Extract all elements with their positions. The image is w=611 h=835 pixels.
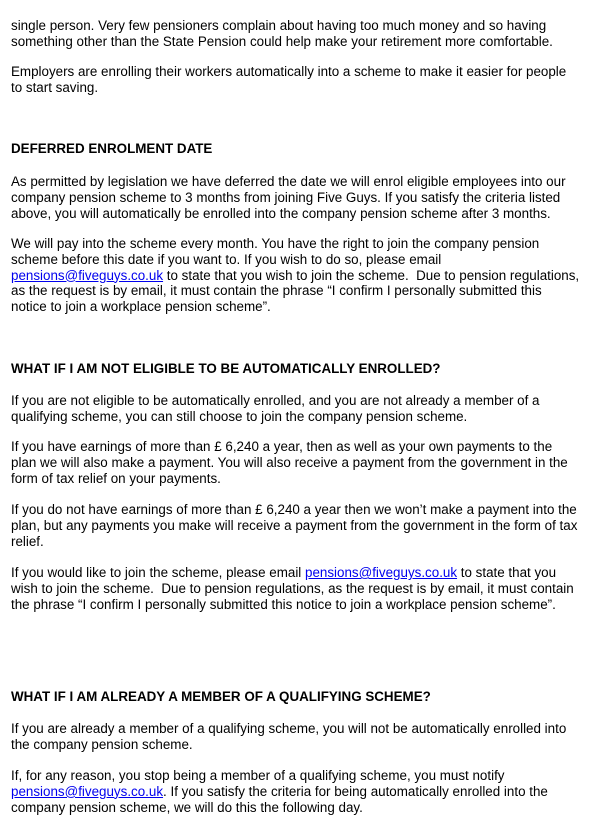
text-line	[11, 393, 605, 409]
text-segment: Employers are enrolling their workers automatically into a scheme to make it easier for people	[11, 64, 567, 79]
text-segment: If you have earnings of more than £ 6,240 a year, then as well as your own payments to the	[11, 439, 553, 454]
text-line	[11, 455, 605, 471]
text-line	[11, 174, 605, 190]
text-line	[11, 721, 605, 737]
text-segment: WHAT IF I AM NOT ELIGIBLE TO BE AUTOMATICALLY ENROLLED?	[11, 361, 441, 376]
text-segment: If you are already a member of a qualifying scheme, you will not be automatically enrolled into	[11, 721, 567, 736]
text-segment: scheme before this date if you want to. If you wish to do so, please email	[11, 251, 442, 267]
text-segment: plan we will also make a payment. You will also receive a payment from the government in the	[11, 454, 568, 470]
email-link[interactable]: pensions@fiveguys.co.uk	[11, 267, 164, 283]
text-segment: company pension scheme, we will do this the following day.	[11, 799, 363, 815]
email-link[interactable]: pensions@fiveguys.co.uk	[305, 565, 458, 580]
text-segment: the phrase “I confirm I personally submitted this notice to join a workplace pension scheme”.	[11, 596, 556, 612]
text-segment: If, for any reason, you stop being a member of a qualifying scheme, you must notify	[11, 768, 505, 783]
text-segment: WHAT IF I AM ALREADY A MEMBER OF A QUALIFYING SCHEME?	[11, 689, 431, 704]
paragraph	[11, 393, 605, 425]
text-line	[11, 689, 605, 705]
text-segment: form of tax relief on your payments.	[11, 470, 221, 486]
text-segment: notice to join a workplace pension scheme”.	[11, 299, 271, 315]
text-line	[11, 534, 605, 550]
text-line	[11, 597, 605, 613]
text-line	[11, 34, 605, 50]
text-segment: If you do not have earnings of more than £ 6,240 a year then we won’t make a payment into the	[11, 502, 577, 517]
text-segment: as the request is by email, it must contain the phrase “I confirm I personally submitted this	[11, 283, 542, 299]
text-segment: to start saving.	[11, 79, 99, 95]
text-line	[11, 737, 605, 753]
text-segment: relief.	[11, 533, 44, 549]
text-segment: something other than the State Pension could help make your retirement more comfortable.	[11, 33, 553, 49]
text-segment: As permitted by legislation we have deferred the date we will enrol eligible employees into our	[11, 174, 566, 189]
paragraph	[11, 565, 605, 612]
paragraph	[11, 18, 605, 50]
text-line	[11, 439, 605, 455]
text-segment: DEFERRED ENROLMENT DATE	[11, 141, 213, 156]
paragraph	[11, 174, 605, 221]
text-segment: the company pension scheme.	[11, 736, 193, 752]
paragraph	[11, 768, 605, 815]
text-segment: single person. Very few pensioners complain about having too much money and so having	[11, 18, 547, 33]
text-segment: to state that you	[457, 565, 557, 580]
section-heading	[11, 141, 605, 157]
paragraph	[11, 502, 605, 549]
text-segment: If you are not eligible to be automatically enrolled, and you are not already a member of a	[11, 393, 540, 408]
text-line	[11, 471, 605, 487]
paragraph	[11, 236, 605, 315]
text-line	[11, 190, 605, 206]
text-line	[11, 784, 605, 800]
text-line	[11, 502, 605, 518]
text-line	[11, 64, 605, 80]
text-segment: plan, but any payments you make will receive a payment from the government in the form of tax	[11, 517, 578, 533]
text-line	[11, 565, 605, 581]
text-line	[11, 361, 605, 377]
text-segment: wish to join the scheme. Due to pension regulations, as the request is by email, it must contain	[11, 580, 574, 596]
text-line	[11, 18, 605, 34]
paragraph	[11, 721, 605, 753]
text-segment: qualifying scheme, you can still choose to join the company pension scheme.	[11, 408, 468, 424]
text-line	[11, 141, 605, 157]
text-line	[11, 299, 605, 315]
text-line	[11, 268, 605, 284]
text-line	[11, 581, 605, 597]
text-line	[11, 80, 605, 96]
section-heading	[11, 361, 605, 377]
text-line	[11, 800, 605, 816]
text-line	[11, 409, 605, 425]
text-segment: . If you satisfy the criteria for being automatically enrolled into the	[163, 783, 548, 799]
text-line	[11, 252, 605, 268]
text-segment: to state that you wish to join the scheme. Due to pension regulations,	[163, 267, 580, 283]
text-line	[11, 236, 605, 252]
text-line	[11, 283, 605, 299]
paragraph	[11, 64, 605, 96]
text-segment: We will pay into the scheme every month. You have the right to join the company pension	[11, 236, 540, 251]
email-link[interactable]: pensions@fiveguys.co.uk	[11, 783, 164, 799]
section-heading	[11, 689, 605, 705]
text-line	[11, 768, 605, 784]
paragraph	[11, 439, 605, 486]
text-segment: If you would like to join the scheme, please email	[11, 565, 306, 580]
text-segment: company pension scheme to 3 months from joining Five Guys. If you satisfy the criteria listed	[11, 189, 561, 205]
text-segment: above, you will automatically be enrolled into the company pension scheme after 3 months.	[11, 205, 551, 221]
text-line	[11, 206, 605, 222]
text-line	[11, 518, 605, 534]
